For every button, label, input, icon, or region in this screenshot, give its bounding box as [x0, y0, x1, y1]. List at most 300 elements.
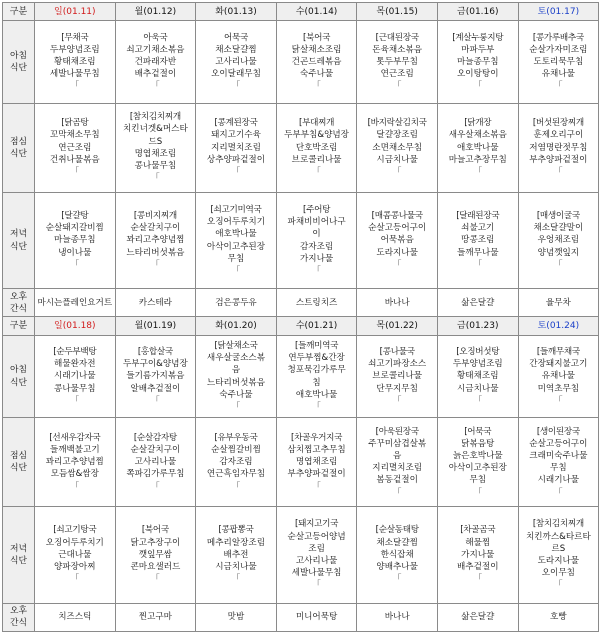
menu-item: 콘마요샐러드 [130, 562, 181, 573]
menu-item: [유부우동국 [214, 432, 258, 443]
menu-item: 고사리나물 [295, 555, 338, 566]
menu-cell [276, 418, 357, 507]
menu-item: 「 [554, 81, 563, 92]
meal-label [3, 418, 35, 507]
menu-item: [무채국 [61, 32, 89, 43]
menu-item: 두부양념조림 [452, 359, 503, 370]
menu-item: [돼지고기국 [295, 519, 339, 530]
menu-item: 「 [231, 574, 241, 585]
snack-row [3, 603, 599, 631]
menu-item: 치킨까스&타르타 [525, 531, 591, 542]
menu-cell [276, 507, 357, 604]
menu-item: 오이달래무침 [211, 69, 261, 80]
day-name: 수(01.21) [295, 321, 338, 332]
meal-label [3, 507, 35, 604]
meal-row [3, 335, 599, 417]
menu-item: 명엽채조림 [295, 457, 338, 468]
day-header [276, 3, 357, 21]
menu-item: 도토리묵무침 [533, 57, 584, 68]
day-name: 금(01.16) [457, 6, 499, 17]
menu-item: 황태채조림 [457, 371, 499, 382]
menu-item: [달래된장국 [456, 211, 500, 221]
menu-item: 무침 [550, 463, 567, 474]
menu-item: 「 [473, 574, 483, 585]
menu-item: 어묵국 [223, 32, 248, 43]
menu-item: 순살갈치구이 [130, 444, 181, 455]
menu-item: 오징어두루치기 [206, 217, 266, 228]
snack-cell: 맛밤 [196, 603, 277, 631]
menu-item: 양배추나물 [376, 562, 418, 573]
menu-item: 음 [231, 365, 241, 376]
menu-cell [357, 507, 438, 604]
day-header [518, 3, 599, 21]
menu-cell [518, 21, 599, 103]
meal-row [3, 103, 599, 192]
menu-item: [차골곰국 [460, 525, 496, 536]
menu-cell [437, 418, 518, 507]
menu-cell [437, 103, 518, 192]
menu-item: 르S [551, 543, 566, 554]
day-name: 수(01.14) [295, 6, 338, 17]
menu-item: [근대된장국 [375, 32, 419, 43]
menu-item: 「 [231, 401, 241, 412]
menu-item: 연근조림 [380, 69, 414, 80]
menu-item: 「 [392, 81, 402, 92]
meal-label-line: 점심 [10, 451, 27, 462]
menu-item: 깻잎무쌈 [138, 549, 172, 560]
menu-item: 건파래자반 [134, 57, 177, 68]
menu-item: [달걀탕 [61, 211, 89, 221]
menu-item: 달걀장조림 [376, 130, 418, 141]
menu-item: 지리멸치조림 [211, 142, 261, 153]
menu-item: 오이무침 [541, 568, 575, 579]
menu-cell [115, 103, 196, 192]
menu-item: 「 [312, 265, 321, 276]
menu-item: 감자조림 [299, 241, 334, 252]
menu-item: [들깨미역국 [295, 340, 339, 351]
snack-label-line: 오후 [10, 606, 27, 617]
menu-item: 들기름가지볶음 [126, 371, 185, 382]
menu-item: 톳두부무침 [376, 57, 418, 68]
menu-item: 마늘종무침 [54, 235, 96, 246]
menu-item: [들깨무채국 [536, 347, 580, 358]
meal-label [3, 335, 35, 417]
menu-item: 연근조림 [58, 142, 92, 153]
meal-row [3, 418, 599, 507]
menu-item: 돈육채소볶음 [372, 44, 423, 55]
meal-label-line: 아침 [10, 365, 27, 376]
menu-item: [닭살채소국 [214, 340, 258, 351]
menu-item: 닭고추장구이 [130, 537, 181, 548]
snack-cell: 스트링치즈 [276, 289, 357, 317]
week-header-row [3, 3, 599, 21]
meal-label-line: 저녁 [10, 543, 27, 554]
menu-item: 순살찜갈비찜 [211, 444, 261, 455]
menu-item: 「 [70, 481, 80, 492]
menu-item: [쇠고기탕국 [53, 525, 97, 536]
menu-cell [518, 192, 599, 289]
menu-item: 채소달걀말이 [533, 223, 584, 234]
menu-cell [35, 103, 116, 192]
menu-item: 꽈리고추양념찜 [126, 235, 185, 246]
menu-item: 땅콩조림 [461, 235, 495, 246]
menu-item: 「 [151, 574, 160, 585]
snack-label [3, 603, 35, 631]
menu-item: 콩나물무침 [54, 383, 96, 394]
menu-item: 쇠고기채소볶음 [126, 44, 185, 55]
menu-item: 느타리버섯볶음 [126, 247, 185, 258]
menu-item: 「 [392, 259, 402, 270]
meal-label-line: 식단 [10, 555, 27, 566]
menu-item: 도라지나물 [537, 555, 580, 566]
menu-item: 늙은호박나물 [452, 451, 503, 462]
menu-item: 유채나물 [541, 69, 575, 80]
menu-item: 「 [392, 395, 402, 406]
menu-item: 「 [554, 259, 563, 270]
menu-item: 「 [151, 481, 160, 492]
menu-item: [쇠고기미역국 [210, 204, 262, 215]
menu-item: 고사리나물 [134, 457, 177, 468]
menu-item: 새우살굴소스볶 [206, 353, 266, 364]
day-name: 월(01.19) [134, 321, 177, 332]
menu-item: 저염명란젓무침 [529, 142, 588, 153]
menu-item: 아삭이고추된장 [448, 463, 507, 474]
menu-item: [매생이굴국 [536, 211, 580, 221]
menu-item: 느타리버섯볶음 [206, 377, 266, 388]
menu-item: [북어국 [141, 525, 169, 536]
day-name: 토(01.17) [537, 6, 580, 17]
menu-item: 「 [151, 173, 160, 184]
day-name: 일(01.18) [54, 321, 96, 332]
menu-cell [518, 335, 599, 417]
menu-item: 「 [70, 167, 80, 178]
menu-item: 해물찜 [465, 537, 491, 548]
menu-item: 「 [473, 167, 483, 178]
menu-cell [357, 335, 438, 417]
menu-item: [콩팝뽕국 [218, 525, 254, 536]
menu-item: [선새우감자국 [49, 432, 101, 443]
menu-item: [순살동태탕 [375, 525, 419, 536]
menu-item: 아욱국 [143, 32, 168, 43]
menu-item: [계살누룽지탕 [452, 32, 504, 43]
meal-label-line: 점심 [10, 136, 27, 147]
menu-item: 시래기나물 [54, 371, 96, 382]
menu-item: 무침 [227, 253, 245, 264]
menu-item: 애호박나물 [215, 229, 257, 240]
menu-item: 「 [473, 81, 483, 92]
meal-label-line: 식단 [10, 63, 27, 74]
day-header [115, 3, 196, 21]
snack-cell: 율무차 [518, 289, 599, 317]
snack-label-line: 오후 [10, 291, 27, 302]
week-header-row [3, 317, 599, 335]
menu-item: [버섯된장찌개 [532, 118, 584, 129]
menu-item: 「 [70, 574, 80, 585]
menu-item: [생이된장국 [536, 426, 580, 437]
day-header [196, 3, 277, 21]
menu-item: 소면채소무침 [372, 142, 423, 153]
menu-item: 「 [151, 259, 160, 270]
menu-cell [196, 103, 277, 192]
menu-cell [115, 507, 196, 604]
menu-item: 가지나물 [461, 549, 495, 560]
day-name: 금(01.23) [457, 321, 499, 332]
menu-item: [순살감자탕 [133, 432, 177, 443]
menu-item: 파채비비어나구 [287, 217, 346, 228]
meal-label-line: 식단 [10, 241, 27, 252]
menu-item: 「 [473, 487, 483, 498]
menu-item: 단무지무침 [376, 383, 418, 394]
menu-item: 꽈리고추양념찜 [45, 457, 104, 468]
menu-item: 조림 [308, 543, 325, 554]
menu-item: [콩가루배추국 [532, 32, 584, 43]
menu-item: 양파장아찌 [54, 562, 96, 573]
menu-cell [357, 418, 438, 507]
menu-item: 채소달걀찜 [215, 44, 257, 55]
menu-item: [부대찌개 [299, 118, 335, 129]
menu-item: 황태채조림 [54, 57, 96, 68]
day-header [357, 3, 438, 21]
menu-item: 애호박나물 [457, 142, 499, 153]
weekly-meal-menu-table [2, 2, 599, 632]
menu-item: 치킨너겟&머스타 [122, 124, 188, 135]
menu-item: 「 [554, 167, 563, 178]
menu-item: 크래미숙주나물 [529, 451, 588, 462]
menu-cell [196, 335, 277, 417]
menu-cell [437, 335, 518, 417]
menu-cell [115, 192, 196, 289]
day-header [518, 317, 599, 335]
menu-item: 두부양념조림 [49, 44, 100, 55]
menu-item: 「 [70, 81, 80, 92]
menu-item: 「 [392, 574, 402, 585]
menu-item: 마늘고추장무침 [448, 154, 507, 165]
menu-item: 삼치찜고추무침 [287, 444, 346, 455]
menu-cell [518, 103, 599, 192]
menu-item: 「 [554, 395, 563, 406]
menu-item: 순살고등어양념 [287, 531, 346, 542]
menu-item: 「 [312, 580, 321, 591]
menu-item: [바지락살김치국 [367, 118, 427, 129]
menu-item: 이 [312, 229, 321, 240]
menu-item: 청포묵김가루무 [287, 365, 346, 376]
menu-item: 「 [231, 481, 241, 492]
menu-item: 배추겉절이 [457, 562, 499, 573]
header-label: 구분 [3, 3, 35, 21]
snack-cell: 치즈스틱 [35, 603, 116, 631]
menu-cell [196, 507, 277, 604]
menu-item: 건곤드레볶음 [291, 57, 342, 68]
menu-item: 「 [392, 487, 402, 498]
day-name: 화(01.20) [215, 321, 257, 332]
menu-item: [순두부백탕 [53, 347, 97, 358]
snack-cell: 바나나 [357, 603, 438, 631]
day-header [35, 317, 116, 335]
menu-item: 닭살채소조림 [291, 44, 342, 55]
menu-item: 쇠고기파장소스 [368, 359, 427, 370]
meal-row [3, 507, 599, 604]
menu-item: 봄동겉절이 [376, 475, 418, 486]
menu-item: 고사리나물 [215, 57, 257, 68]
menu-item: 「 [554, 487, 563, 498]
snack-row [3, 289, 599, 317]
menu-cell [276, 21, 357, 103]
menu-item: 시금치나물 [215, 562, 257, 573]
menu-cell [437, 21, 518, 103]
menu-item: 부추양파겉절이 [287, 469, 346, 480]
menu-cell [357, 192, 438, 289]
day-name: 목(01.15) [376, 6, 418, 17]
meal-label [3, 103, 35, 192]
menu-item: 가지나물 [299, 253, 334, 264]
menu-cell [35, 192, 116, 289]
menu-item: 무침 [469, 475, 487, 486]
meal-label [3, 192, 35, 289]
menu-item: 음 [393, 451, 402, 462]
menu-item: 배추전 [223, 549, 249, 560]
day-name: 목(01.22) [376, 321, 418, 332]
menu-cell [357, 21, 438, 103]
snack-label-line: 간식 [10, 618, 27, 629]
menu-item: 애호박나물 [295, 389, 338, 400]
menu-item: 돼지고기수육 [211, 130, 261, 141]
menu-item: 부추양파겉절이 [529, 154, 588, 165]
snack-label-line: 간식 [10, 303, 27, 314]
menu-cell [276, 103, 357, 192]
menu-item: 지리멸치조림 [372, 463, 423, 474]
menu-item: [참치김치찌개 [532, 519, 584, 530]
day-header [437, 3, 518, 21]
menu-item: 순살고등어구이 [368, 223, 427, 234]
menu-cell [518, 418, 599, 507]
snack-cell: 바나나 [357, 289, 438, 317]
meal-label-line: 식단 [10, 463, 27, 474]
menu-item: 들깨무나물 [457, 247, 499, 258]
menu-item: 연근흑임자무침 [206, 469, 266, 480]
menu-cell [276, 192, 357, 289]
menu-item: 시금치나물 [457, 383, 499, 394]
menu-item: 순살가자미조림 [529, 44, 588, 55]
snack-cell: 미니어묵탕 [276, 603, 357, 631]
menu-item: 「 [231, 81, 241, 92]
day-name: 토(01.24) [537, 321, 580, 332]
meal-label-line: 저녁 [10, 229, 27, 240]
header-label: 구분 [3, 317, 35, 335]
menu-item: [어묵국 [464, 426, 492, 437]
menu-cell [35, 418, 116, 507]
menu-item: 들깨백불고기 [49, 444, 100, 455]
menu-cell [115, 418, 196, 507]
menu-item: 새우살채소볶음 [448, 130, 507, 141]
menu-item: 우엉채조림 [537, 235, 580, 246]
menu-item: 시래기나물 [537, 475, 580, 486]
menu-item: 마늘종무침 [457, 57, 499, 68]
menu-cell [35, 507, 116, 604]
menu-item: 브로콜리나물 [291, 154, 342, 165]
day-name: 화(01.13) [215, 6, 257, 17]
menu-item: 꼬막채소무침 [49, 130, 100, 141]
menu-cell [35, 335, 116, 417]
menu-item: 「 [231, 265, 241, 276]
menu-item: 「 [151, 81, 160, 92]
day-name: 월(01.12) [134, 6, 177, 17]
day-header [276, 317, 357, 335]
snack-cell: 마시는플레인요거트 [35, 289, 116, 317]
menu-item: 모듬쌈&쌈장 [50, 469, 99, 480]
menu-item: [북어국 [303, 32, 331, 43]
day-header [437, 317, 518, 335]
menu-item: 채소달걀찜 [376, 537, 418, 548]
meal-label-line: 식단 [10, 148, 27, 159]
menu-item: 간장돼지불고기 [529, 359, 588, 370]
menu-cell [196, 192, 277, 289]
menu-cell [437, 192, 518, 289]
menu-item: [콩나물국 [379, 347, 415, 358]
menu-item: 배추겉절이 [134, 69, 177, 80]
menu-item: 쇠불고기 [461, 223, 495, 234]
menu-item: 도라지나물 [376, 247, 418, 258]
menu-item: 닭볶음탕 [461, 438, 495, 449]
menu-item: 유채나물 [541, 371, 575, 382]
meal-label-line: 식단 [10, 377, 27, 388]
menu-item: 오이탕탕이 [457, 69, 499, 80]
menu-item: 상추양파겉절이 [206, 154, 266, 165]
menu-item: 「 [70, 259, 80, 270]
menu-item: 침 [312, 377, 321, 388]
meal-label [3, 21, 35, 103]
menu-item: [매콤콩나물국 [371, 211, 423, 221]
menu-item: 감자조림 [219, 457, 253, 468]
menu-item: 건취나물볶음 [49, 154, 100, 165]
menu-item: 해물완자전 [54, 359, 96, 370]
menu-item: 세발나물무침 [291, 568, 342, 579]
menu-cell [115, 335, 196, 417]
menu-item: [주어탕 [303, 204, 331, 215]
meal-row [3, 192, 599, 289]
menu-item: 「 [312, 481, 321, 492]
menu-item: 연두부찜&간장 [288, 353, 345, 364]
menu-item: 오징어두루치기 [45, 537, 104, 548]
menu-item: 두부부침&양념장 [284, 130, 349, 141]
menu-item: 두부구이&양념장 [122, 359, 188, 370]
menu-item: 「 [312, 167, 321, 178]
menu-cell [35, 21, 116, 103]
menu-item: 「 [151, 395, 160, 406]
menu-item: 「 [70, 395, 80, 406]
snack-cell: 검은콩두유 [196, 289, 277, 317]
menu-item: 숙주나물 [299, 69, 334, 80]
snack-cell: 찐고구마 [115, 603, 196, 631]
menu-item: [참치김치찌개 [129, 112, 181, 123]
snack-cell: 삶은달걀 [437, 289, 518, 317]
menu-item: 근대나물 [58, 549, 92, 560]
menu-item: [차골우거지국 [291, 432, 343, 443]
menu-item: [오징버섯탕 [456, 347, 500, 358]
menu-cell [518, 507, 599, 604]
menu-item: [닭곰탕 [61, 118, 89, 129]
menu-item: 마파두부 [461, 44, 495, 55]
menu-item: 시금치나물 [376, 154, 418, 165]
day-header [196, 317, 277, 335]
menu-item: [콩비지찌개 [133, 211, 177, 221]
menu-item: 「 [473, 395, 483, 406]
menu-item: 「 [554, 580, 563, 591]
menu-item: [아욱된장국 [375, 426, 419, 437]
menu-item: 「 [312, 81, 321, 92]
menu-item: 「 [231, 167, 241, 178]
menu-item: 어묵볶음 [380, 235, 414, 246]
menu-item: 냉이나물 [58, 247, 92, 258]
